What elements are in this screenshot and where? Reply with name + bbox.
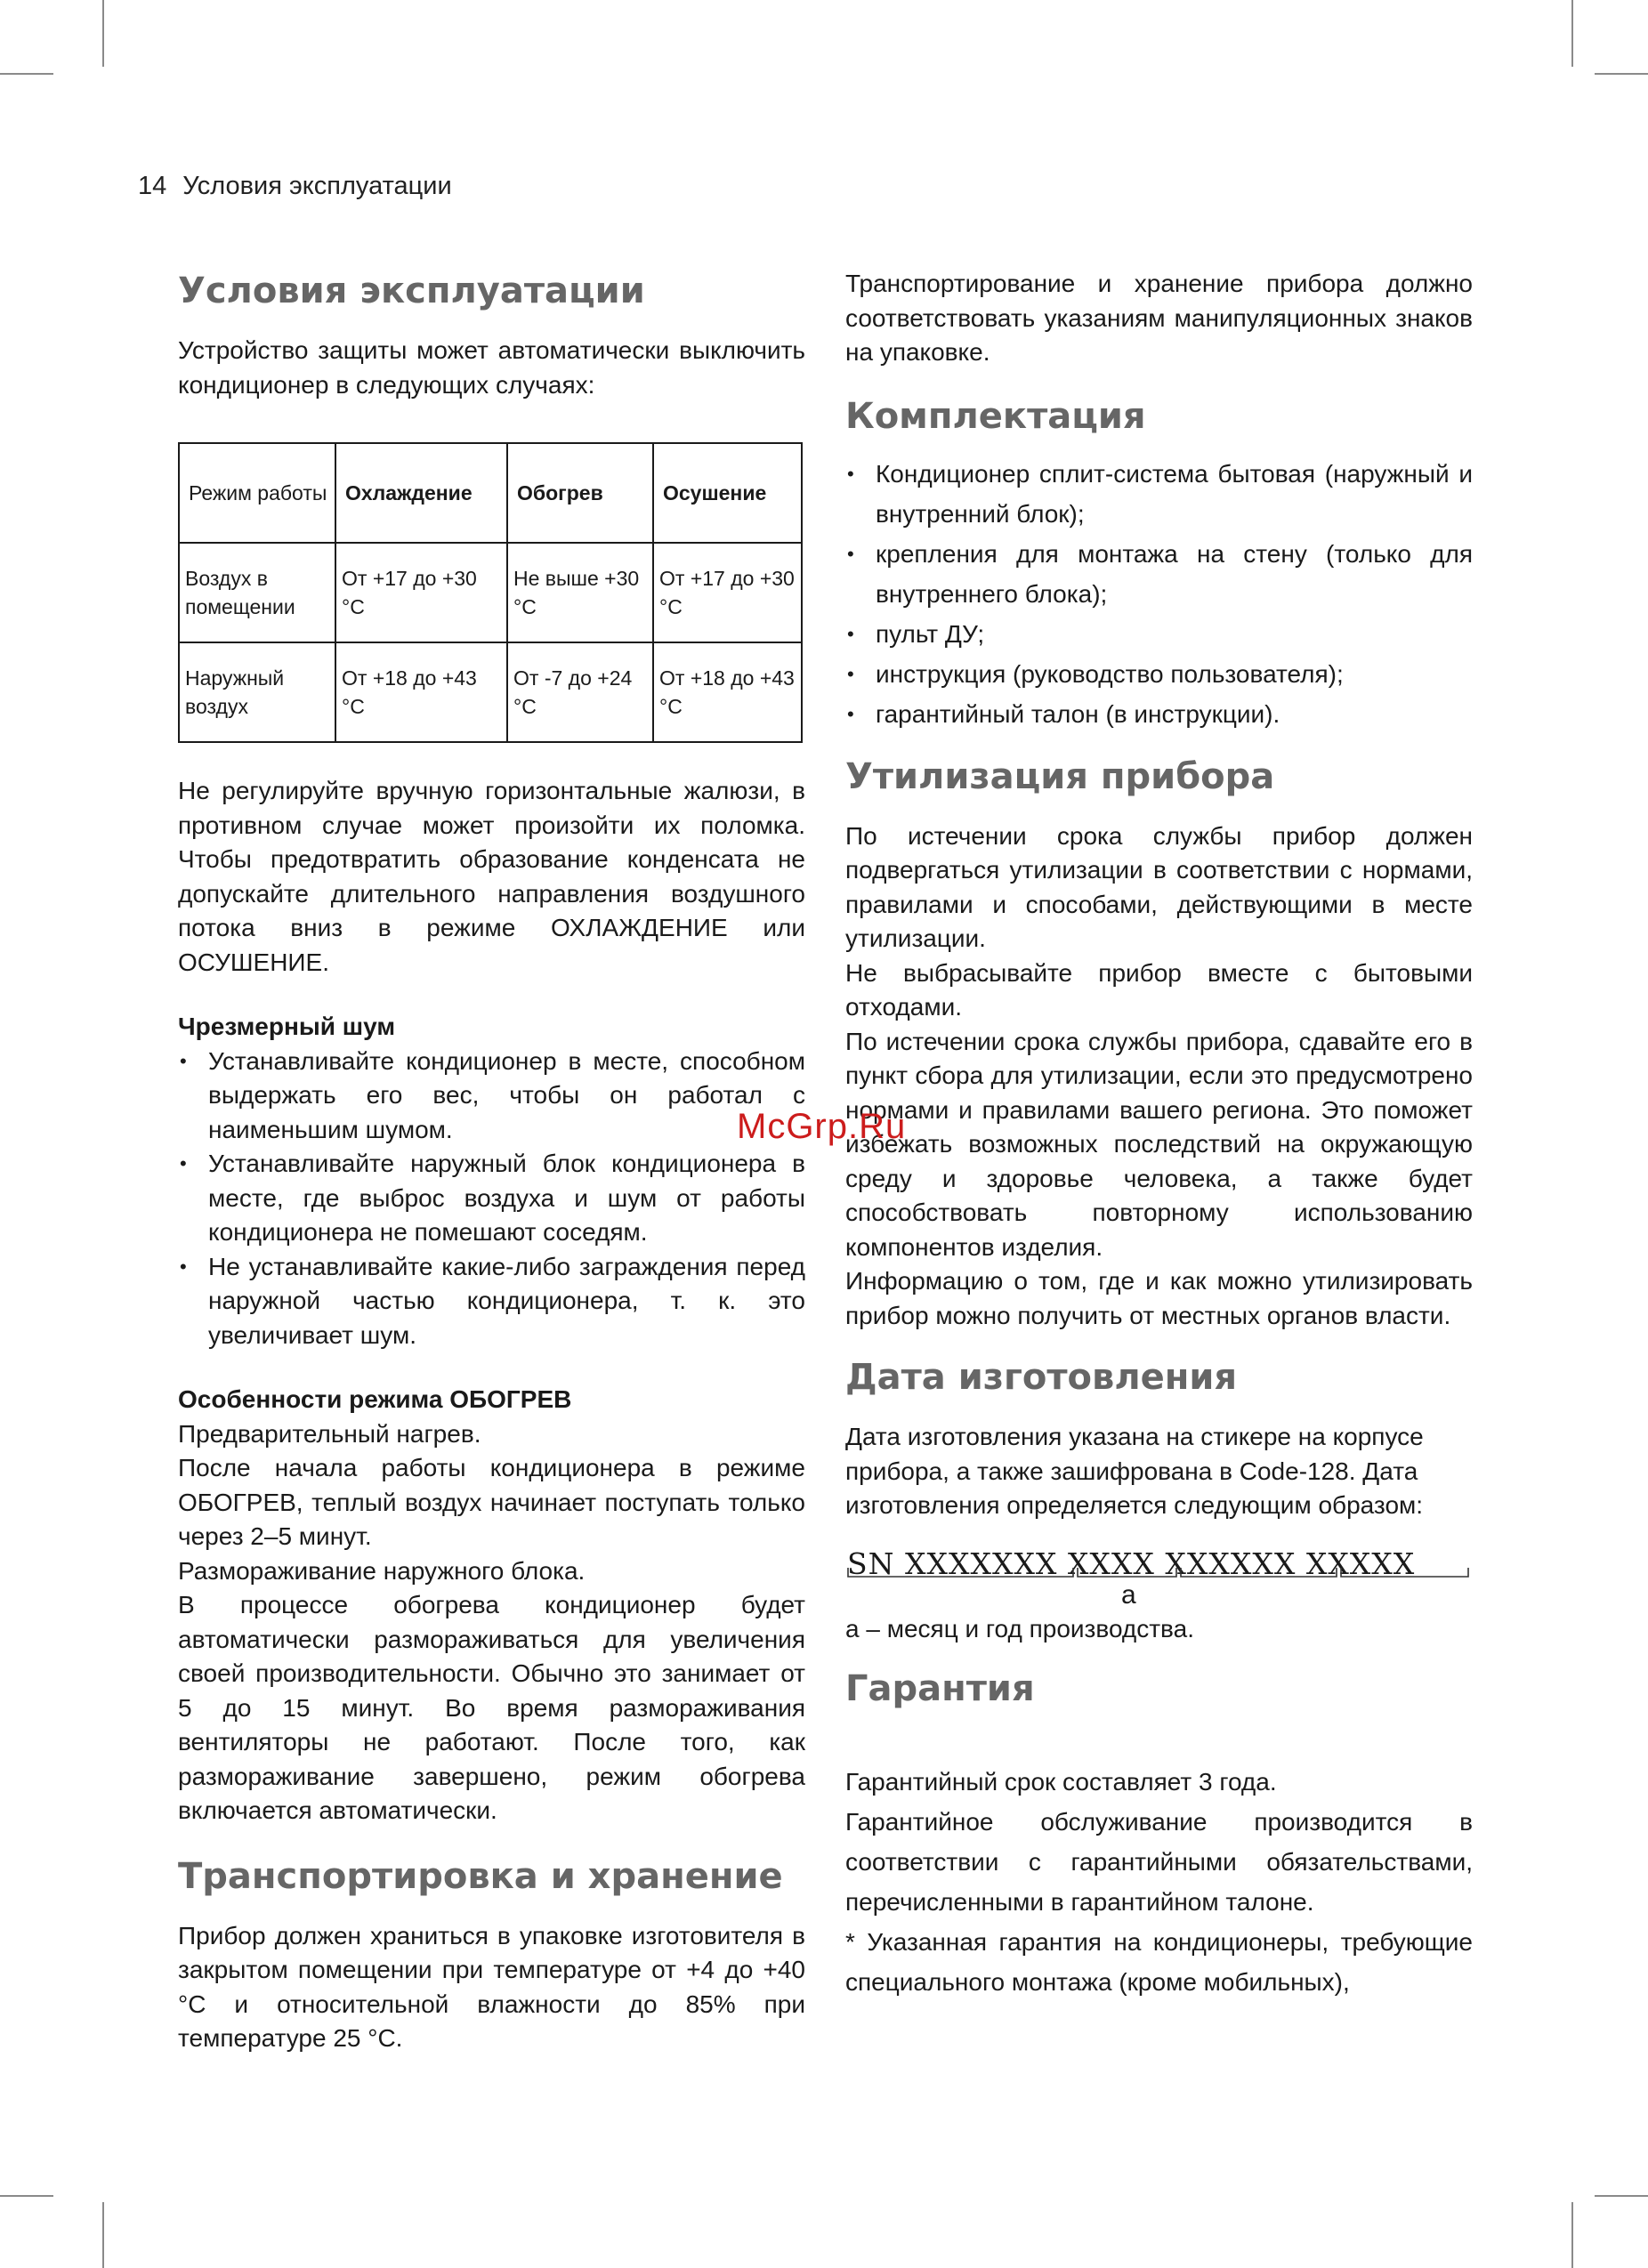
table-header-cell: Осушение	[653, 443, 802, 543]
subheading-noise: Чрезмерный шум	[178, 1013, 396, 1040]
table-cell: Не выше +30 °С	[507, 543, 653, 642]
bracket-segment	[848, 1568, 1073, 1577]
subheading-heating: Особенности режима ОБОГРЕВ	[178, 1385, 572, 1413]
list-item: • Кондиционер сплит-система бытовая (наружный и внутренний блок);	[845, 454, 1473, 534]
watermark: McGrp.Ru	[737, 1107, 907, 1146]
running-head	[138, 172, 452, 201]
manufacture-legend: a – месяц и год производства.	[845, 1614, 1194, 1642]
transport-continued: Транспортирование и хранение прибора должно соответствовать указаниям манипуляционных знаков на упаковке.	[845, 270, 1473, 366]
disposal-p4: Информацию о том, где и как можно утилизировать прибор можно получить от местных органов власти.	[845, 1267, 1473, 1329]
table-cell: От +17 до +30 °С	[335, 543, 507, 642]
list-item: • крепления для монтажа на стену (только для внутреннего блока);	[845, 534, 1473, 614]
crop-mark	[1571, 2202, 1573, 2268]
serial-number-code	[845, 1546, 1473, 1609]
table-cell: Воздух в помещении	[179, 543, 335, 642]
crop-mark	[102, 2202, 104, 2268]
serial-number-brackets	[845, 1546, 1473, 1609]
list-item: • гарантийный талон (в инструкции).	[845, 694, 1473, 734]
crop-mark	[102, 0, 104, 67]
transport-text: Прибор должен храниться в упаковке изготовителя в закрытом помещении при температуре от +4 до +40 °С и относительной влажности до 85% при температуре 25 °С.	[178, 1921, 805, 2052]
bracket-segment	[1341, 1568, 1468, 1577]
table-header-cell: Режим работы	[179, 443, 335, 543]
section-heading-kit: Комплектация	[845, 395, 1146, 437]
table-cell: От +18 до +43 °С	[653, 642, 802, 742]
kit-list	[845, 454, 1473, 734]
list-item: • пульт ДУ;	[845, 614, 1473, 654]
heating-defrost-text: В процессе обогрева кондиционер будет автоматически размораживаться для увеличения своей производительности. Обычно это занимает от 5 до 15 минут. Во время размораживания вентиляторы не работают. После того, как размораживание завершено, режим обогрева включается автоматически.	[178, 1591, 805, 1824]
left-column	[178, 267, 805, 2056]
table-header-cell: Охлаждение	[335, 443, 507, 543]
crop-mark	[0, 73, 53, 75]
list-item: • Устанавливайте наружный блок кондиционера в месте, где выброс воздуха и шум от работы кондиционера не помешают соседям.	[178, 1147, 805, 1250]
operating-modes-table	[178, 442, 803, 743]
page-number: 14	[138, 172, 167, 200]
warranty-p3: * Указанная гарантия на кондиционеры, требующие специального монтажа (кроме мобильных),	[845, 1928, 1473, 1996]
section-heading-disposal: Утилизация прибора	[845, 755, 1275, 797]
table-header-row	[179, 443, 802, 543]
table-cell: От +18 до +43 °С	[335, 642, 507, 742]
table-cell: От +17 до +30 °С	[653, 543, 802, 642]
list-item: • Не устанавливайте какие-либо заграждения перед наружной частью кондиционера, т. к. это увеличивает шум.	[178, 1250, 805, 1353]
warranty-p2: Гарантийное обслуживание производится в соответствии с гарантийными обязательствами, перечисленными в гарантийном талоне.	[845, 1808, 1473, 1916]
noise-list	[178, 1045, 805, 1353]
list-item: • Устанавливайте кондиционер в месте, способном выдержать его вес, чтобы он работал с наименьшим шумом.	[178, 1045, 805, 1148]
bracket-segment	[1078, 1568, 1176, 1577]
heating-delay: После начала работы кондиционера в режиме ОБОГРЕВ, теплый воздух начинает поступать только через 2–5 минут.	[178, 1454, 805, 1550]
code-marker: a	[1121, 1579, 1136, 1610]
louver-note: Не регулируйте вручную горизонтальные жалюзи, в противном случае может произойти их поломка. Чтобы предотвратить образование конденсата не допускайте длительного направления воздушного потока вниз в режиме ОХЛАЖДЕНИЕ или ОСУШЕНИЕ.	[178, 777, 805, 976]
crop-mark	[1595, 73, 1648, 75]
crop-mark	[1595, 2195, 1648, 2197]
bracket-segment	[1181, 1568, 1337, 1577]
heating-defrost-title: Размораживание наружного блока.	[178, 1556, 586, 1585]
table-row	[179, 543, 802, 642]
section-heading-transport: Транспортировка и хранение	[178, 1855, 783, 1897]
table-cell: От -7 до +24 °С	[507, 642, 653, 742]
list-item: • инструкция (руководство пользователя);	[845, 654, 1473, 694]
warranty-p1: Гарантийный срок составляет 3 года.	[845, 1768, 1277, 1796]
section-heading-manufacture: Дата изготовления	[845, 1357, 1238, 1398]
table-row	[179, 642, 802, 742]
disposal-p1: По истечении срока службы прибор должен подвергаться утилизации в соответствии с нормами, правилами и способами, действующими в месте утилизации.	[845, 821, 1473, 952]
serial-number-pattern: SN XXXXXXX XXXX XXXXXX XXXXX	[847, 1546, 1416, 1581]
manufacture-text: Дата изготовления указана на стикере на корпусе прибора, а также зашифрована в Code-128. Дата изготовления определяется следующим образом:	[845, 1423, 1424, 1519]
table-header-cell: Обогрев	[507, 443, 653, 543]
table-cell: Наружный воздух	[179, 642, 335, 742]
right-column	[845, 267, 1473, 2002]
section-heading-warranty: Гарантия	[845, 1668, 1035, 1709]
disposal-p3: По истечении срока службы прибора, сдавайте его в пункт сбора для утилизации, если это предусмотрено нормами и правилами вашего региона. Это поможет избежать возможных последствий на окружающую среду и здоровье человека, а также будет способствовать повторному использованию компонентов изделия.	[845, 1027, 1473, 1261]
crop-mark	[0, 2195, 53, 2197]
section-heading-conditions: Условия эксплуатации	[178, 270, 645, 311]
crop-mark	[1571, 0, 1573, 67]
running-head-title: Условия эксплуатации	[182, 172, 452, 200]
heating-preheat: Предварительный нагрев.	[178, 1419, 481, 1448]
disposal-p2: Не выбрасывайте прибор вместе с бытовыми отходами.	[845, 958, 1473, 1021]
conditions-intro: Устройство защиты может автоматически выключить кондиционер в следующих случаях:	[178, 336, 805, 399]
